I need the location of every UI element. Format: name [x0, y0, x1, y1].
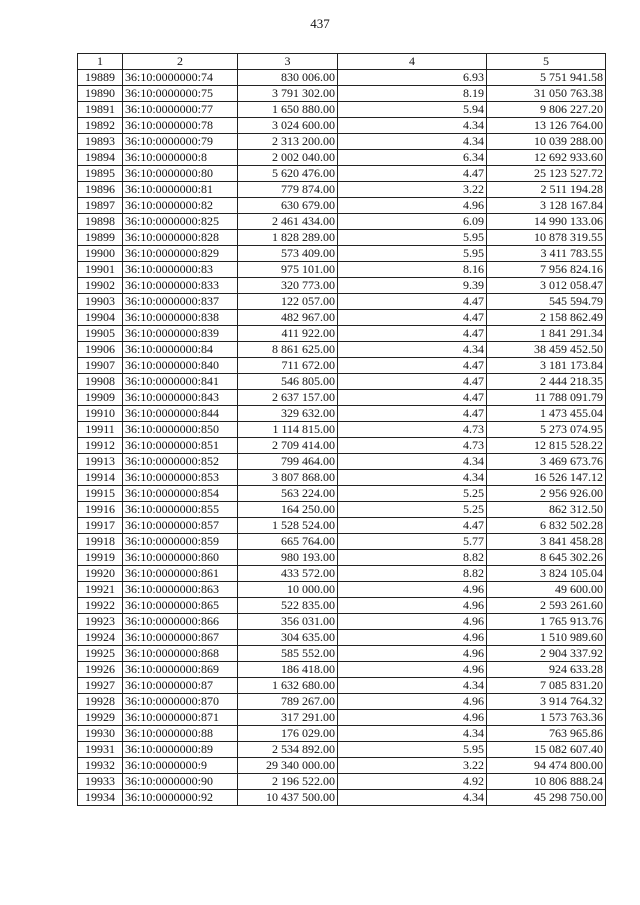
cadastral-number-cell: 36:10:0000000:90	[123, 774, 238, 790]
value-cell: 317 291.00	[238, 710, 338, 726]
table-row	[78, 710, 606, 726]
cadastral-number-cell: 36:10:0000000:833	[123, 278, 238, 294]
value-cell: 482 967.00	[238, 310, 338, 326]
table-row	[78, 262, 606, 278]
row-number-cell: 19932	[78, 758, 123, 774]
value-cell: 10 000.00	[238, 582, 338, 598]
rate-cell: 4.34	[338, 342, 487, 358]
table-row	[78, 534, 606, 550]
table-row	[78, 214, 606, 230]
rate-cell: 4.34	[338, 470, 487, 486]
row-number-cell: 19914	[78, 470, 123, 486]
table-row	[78, 566, 606, 582]
cadastral-number-cell: 36:10:0000000:844	[123, 406, 238, 422]
cadastral-number-cell: 36:10:0000000:829	[123, 246, 238, 262]
row-number-cell: 19924	[78, 630, 123, 646]
cadastral-number-cell: 36:10:0000000:87	[123, 678, 238, 694]
amount-cell: 12 815 528.22	[487, 438, 606, 454]
amount-cell: 3 012 058.47	[487, 278, 606, 294]
column-header-1: 1	[78, 54, 123, 70]
row-number-cell: 19920	[78, 566, 123, 582]
data-table	[77, 53, 606, 806]
table-row	[78, 358, 606, 374]
value-cell: 2 637 157.00	[238, 390, 338, 406]
table-row	[78, 582, 606, 598]
value-cell: 546 805.00	[238, 374, 338, 390]
value-cell: 186 418.00	[238, 662, 338, 678]
cadastral-number-cell: 36:10:0000000:74	[123, 70, 238, 86]
row-number-cell: 19912	[78, 438, 123, 454]
cadastral-number-cell: 36:10:0000000:861	[123, 566, 238, 582]
rate-cell: 4.47	[338, 294, 487, 310]
amount-cell: 3 181 173.84	[487, 358, 606, 374]
amount-cell: 14 990 133.06	[487, 214, 606, 230]
value-cell: 1 632 680.00	[238, 678, 338, 694]
table-row	[78, 342, 606, 358]
rate-cell: 4.34	[338, 726, 487, 742]
rate-cell: 4.92	[338, 774, 487, 790]
cadastral-number-cell: 36:10:0000000:853	[123, 470, 238, 486]
row-number-cell: 19909	[78, 390, 123, 406]
rate-cell: 4.34	[338, 134, 487, 150]
rate-cell: 4.34	[338, 454, 487, 470]
rate-cell: 4.96	[338, 630, 487, 646]
row-number-cell: 19933	[78, 774, 123, 790]
table-row	[78, 166, 606, 182]
row-number-cell: 19907	[78, 358, 123, 374]
table-row	[78, 550, 606, 566]
table-row	[78, 390, 606, 406]
row-number-cell: 19921	[78, 582, 123, 598]
table-row	[78, 182, 606, 198]
cadastral-number-cell: 36:10:0000000:75	[123, 86, 238, 102]
value-cell: 830 006.00	[238, 70, 338, 86]
rate-cell: 4.73	[338, 438, 487, 454]
value-cell: 1 828 289.00	[238, 230, 338, 246]
amount-cell: 3 841 458.28	[487, 534, 606, 550]
row-number-cell: 19927	[78, 678, 123, 694]
value-cell: 329 632.00	[238, 406, 338, 422]
cadastral-number-cell: 36:10:0000000:860	[123, 550, 238, 566]
rate-cell: 4.34	[338, 678, 487, 694]
row-number-cell: 19892	[78, 118, 123, 134]
row-number-cell: 19928	[78, 694, 123, 710]
cadastral-number-cell: 36:10:0000000:89	[123, 742, 238, 758]
row-number-cell: 19930	[78, 726, 123, 742]
table-row	[78, 502, 606, 518]
row-number-cell: 19913	[78, 454, 123, 470]
row-number-cell: 19891	[78, 102, 123, 118]
amount-cell: 862 312.50	[487, 502, 606, 518]
row-number-cell: 19923	[78, 614, 123, 630]
amount-cell: 3 914 764.32	[487, 694, 606, 710]
amount-cell: 1 841 291.34	[487, 326, 606, 342]
value-cell: 3 024 600.00	[238, 118, 338, 134]
amount-cell: 2 956 926.00	[487, 486, 606, 502]
amount-cell: 94 474 800.00	[487, 758, 606, 774]
value-cell: 164 250.00	[238, 502, 338, 518]
value-cell: 585 552.00	[238, 646, 338, 662]
table-row	[78, 598, 606, 614]
value-cell: 8 861 625.00	[238, 342, 338, 358]
amount-cell: 1 573 763.36	[487, 710, 606, 726]
value-cell: 356 031.00	[238, 614, 338, 630]
row-number-cell: 19926	[78, 662, 123, 678]
amount-cell: 545 594.79	[487, 294, 606, 310]
row-number-cell: 19910	[78, 406, 123, 422]
amount-cell: 3 469 673.76	[487, 454, 606, 470]
row-number-cell: 19934	[78, 790, 123, 806]
rate-cell: 4.96	[338, 646, 487, 662]
table-row	[78, 454, 606, 470]
value-cell: 2 534 892.00	[238, 742, 338, 758]
amount-cell: 7 956 824.16	[487, 262, 606, 278]
row-number-cell: 19917	[78, 518, 123, 534]
row-number-cell: 19896	[78, 182, 123, 198]
cadastral-number-cell: 36:10:0000000:78	[123, 118, 238, 134]
amount-cell: 38 459 452.50	[487, 342, 606, 358]
row-number-cell: 19916	[78, 502, 123, 518]
rate-cell: 4.47	[338, 310, 487, 326]
value-cell: 789 267.00	[238, 694, 338, 710]
table-row	[78, 150, 606, 166]
amount-cell: 16 526 147.12	[487, 470, 606, 486]
value-cell: 304 635.00	[238, 630, 338, 646]
row-number-cell: 19904	[78, 310, 123, 326]
amount-cell: 11 788 091.79	[487, 390, 606, 406]
rate-cell: 9.39	[338, 278, 487, 294]
table-row	[78, 70, 606, 86]
value-cell: 411 922.00	[238, 326, 338, 342]
rate-cell: 4.96	[338, 582, 487, 598]
amount-cell: 45 298 750.00	[487, 790, 606, 806]
cadastral-number-cell: 36:10:0000000:859	[123, 534, 238, 550]
cadastral-number-cell: 36:10:0000000:82	[123, 198, 238, 214]
table-row	[78, 406, 606, 422]
cadastral-number-cell: 36:10:0000000:865	[123, 598, 238, 614]
table-row	[78, 422, 606, 438]
cadastral-number-cell: 36:10:0000000:81	[123, 182, 238, 198]
amount-cell: 924 633.28	[487, 662, 606, 678]
amount-cell: 1 473 455.04	[487, 406, 606, 422]
cadastral-number-cell: 36:10:0000000:79	[123, 134, 238, 150]
value-cell: 980 193.00	[238, 550, 338, 566]
row-number-cell: 19922	[78, 598, 123, 614]
row-number-cell: 19929	[78, 710, 123, 726]
value-cell: 433 572.00	[238, 566, 338, 582]
row-number-cell: 19908	[78, 374, 123, 390]
row-number-cell: 19890	[78, 86, 123, 102]
rate-cell: 4.47	[338, 390, 487, 406]
value-cell: 10 437 500.00	[238, 790, 338, 806]
amount-cell: 10 878 319.55	[487, 230, 606, 246]
table-row	[78, 646, 606, 662]
table-row	[78, 774, 606, 790]
cadastral-number-cell: 36:10:0000000:837	[123, 294, 238, 310]
cadastral-number-cell: 36:10:0000000:852	[123, 454, 238, 470]
value-cell: 122 057.00	[238, 294, 338, 310]
row-number-cell: 19918	[78, 534, 123, 550]
row-number-cell: 19906	[78, 342, 123, 358]
table-row	[78, 374, 606, 390]
amount-cell: 2 511 194.28	[487, 182, 606, 198]
table-header-row	[78, 54, 606, 70]
cadastral-number-cell: 36:10:0000000:8	[123, 150, 238, 166]
value-cell: 1 528 524.00	[238, 518, 338, 534]
rate-cell: 4.47	[338, 374, 487, 390]
row-number-cell: 19931	[78, 742, 123, 758]
rate-cell: 3.22	[338, 758, 487, 774]
rate-cell: 5.95	[338, 230, 487, 246]
rate-cell: 4.96	[338, 694, 487, 710]
rate-cell: 5.25	[338, 486, 487, 502]
table-row	[78, 726, 606, 742]
cadastral-number-cell: 36:10:0000000:838	[123, 310, 238, 326]
cadastral-number-cell: 36:10:0000000:84	[123, 342, 238, 358]
table-row	[78, 86, 606, 102]
value-cell: 3 791 302.00	[238, 86, 338, 102]
rate-cell: 4.96	[338, 710, 487, 726]
row-number-cell: 19897	[78, 198, 123, 214]
row-number-cell: 19899	[78, 230, 123, 246]
table-row	[78, 294, 606, 310]
table-row	[78, 518, 606, 534]
row-number-cell: 19900	[78, 246, 123, 262]
rate-cell: 5.25	[338, 502, 487, 518]
value-cell: 522 835.00	[238, 598, 338, 614]
value-cell: 2 313 200.00	[238, 134, 338, 150]
cadastral-number-cell: 36:10:0000000:828	[123, 230, 238, 246]
rate-cell: 5.95	[338, 246, 487, 262]
table-row	[78, 742, 606, 758]
cadastral-number-cell: 36:10:0000000:854	[123, 486, 238, 502]
rate-cell: 4.34	[338, 790, 487, 806]
amount-cell: 13 126 764.00	[487, 118, 606, 134]
value-cell: 563 224.00	[238, 486, 338, 502]
row-number-cell: 19905	[78, 326, 123, 342]
value-cell: 779 874.00	[238, 182, 338, 198]
value-cell: 799 464.00	[238, 454, 338, 470]
amount-cell: 7 085 831.20	[487, 678, 606, 694]
cadastral-number-cell: 36:10:0000000:870	[123, 694, 238, 710]
amount-cell: 25 123 527.72	[487, 166, 606, 182]
value-cell: 176 029.00	[238, 726, 338, 742]
cadastral-number-cell: 36:10:0000000:840	[123, 358, 238, 374]
table-row	[78, 326, 606, 342]
rate-cell: 6.93	[338, 70, 487, 86]
rate-cell: 4.96	[338, 662, 487, 678]
rate-cell: 3.22	[338, 182, 487, 198]
table-row	[78, 438, 606, 454]
rate-cell: 4.73	[338, 422, 487, 438]
row-number-cell: 19901	[78, 262, 123, 278]
cadastral-number-cell: 36:10:0000000:857	[123, 518, 238, 534]
rate-cell: 8.19	[338, 86, 487, 102]
cadastral-number-cell: 36:10:0000000:866	[123, 614, 238, 630]
rate-cell: 4.47	[338, 406, 487, 422]
rate-cell: 4.96	[338, 614, 487, 630]
table-row	[78, 614, 606, 630]
row-number-cell: 19895	[78, 166, 123, 182]
cadastral-number-cell: 36:10:0000000:871	[123, 710, 238, 726]
cadastral-number-cell: 36:10:0000000:867	[123, 630, 238, 646]
table-row	[78, 758, 606, 774]
amount-cell: 2 158 862.49	[487, 310, 606, 326]
column-header-2: 2	[123, 54, 238, 70]
column-header-3: 3	[238, 54, 338, 70]
value-cell: 975 101.00	[238, 262, 338, 278]
rate-cell: 5.94	[338, 102, 487, 118]
amount-cell: 1 765 913.76	[487, 614, 606, 630]
amount-cell: 10 806 888.24	[487, 774, 606, 790]
table-row	[78, 230, 606, 246]
cadastral-number-cell: 36:10:0000000:92	[123, 790, 238, 806]
value-cell: 630 679.00	[238, 198, 338, 214]
cadastral-number-cell: 36:10:0000000:855	[123, 502, 238, 518]
table-row	[78, 278, 606, 294]
amount-cell: 3 411 783.55	[487, 246, 606, 262]
row-number-cell: 19894	[78, 150, 123, 166]
table-row	[78, 486, 606, 502]
rate-cell: 6.34	[338, 150, 487, 166]
amount-cell: 3 128 167.84	[487, 198, 606, 214]
rate-cell: 4.96	[338, 598, 487, 614]
value-cell: 2 002 040.00	[238, 150, 338, 166]
amount-cell: 12 692 933.60	[487, 150, 606, 166]
rate-cell: 4.47	[338, 358, 487, 374]
value-cell: 1 114 815.00	[238, 422, 338, 438]
table-row	[78, 678, 606, 694]
row-number-cell: 19889	[78, 70, 123, 86]
amount-cell: 6 832 502.28	[487, 518, 606, 534]
row-number-cell: 19925	[78, 646, 123, 662]
value-cell: 5 620 476.00	[238, 166, 338, 182]
amount-cell: 1 510 989.60	[487, 630, 606, 646]
value-cell: 3 807 868.00	[238, 470, 338, 486]
table-row	[78, 134, 606, 150]
row-number-cell: 19911	[78, 422, 123, 438]
row-number-cell: 19919	[78, 550, 123, 566]
amount-cell: 763 965.86	[487, 726, 606, 742]
cadastral-number-cell: 36:10:0000000:863	[123, 582, 238, 598]
value-cell: 2 196 522.00	[238, 774, 338, 790]
value-cell: 665 764.00	[238, 534, 338, 550]
value-cell: 2 709 414.00	[238, 438, 338, 454]
value-cell: 320 773.00	[238, 278, 338, 294]
value-cell: 1 650 880.00	[238, 102, 338, 118]
amount-cell: 15 082 607.40	[487, 742, 606, 758]
cadastral-number-cell: 36:10:0000000:839	[123, 326, 238, 342]
value-cell: 711 672.00	[238, 358, 338, 374]
amount-cell: 2 444 218.35	[487, 374, 606, 390]
amount-cell: 10 039 288.00	[487, 134, 606, 150]
table-row	[78, 790, 606, 806]
amount-cell: 5 273 074.95	[487, 422, 606, 438]
amount-cell: 9 806 227.20	[487, 102, 606, 118]
rate-cell: 8.82	[338, 550, 487, 566]
row-number-cell: 19902	[78, 278, 123, 294]
table-body	[78, 70, 606, 806]
row-number-cell: 19903	[78, 294, 123, 310]
rate-cell: 4.47	[338, 166, 487, 182]
cadastral-number-cell: 36:10:0000000:868	[123, 646, 238, 662]
cadastral-number-cell: 36:10:0000000:850	[123, 422, 238, 438]
cadastral-number-cell: 36:10:0000000:80	[123, 166, 238, 182]
rate-cell: 8.82	[338, 566, 487, 582]
value-cell: 29 340 000.00	[238, 758, 338, 774]
cadastral-number-cell: 36:10:0000000:9	[123, 758, 238, 774]
amount-cell: 5 751 941.58	[487, 70, 606, 86]
page-number: 437	[310, 16, 330, 31]
table-row	[78, 630, 606, 646]
amount-cell: 3 824 105.04	[487, 566, 606, 582]
cadastral-number-cell: 36:10:0000000:83	[123, 262, 238, 278]
amount-cell: 31 050 763.38	[487, 86, 606, 102]
table-row	[78, 118, 606, 134]
rate-cell: 6.09	[338, 214, 487, 230]
cadastral-number-cell: 36:10:0000000:88	[123, 726, 238, 742]
amount-cell: 2 593 261.60	[487, 598, 606, 614]
cadastral-number-cell: 36:10:0000000:825	[123, 214, 238, 230]
amount-cell: 2 904 337.92	[487, 646, 606, 662]
cadastral-number-cell: 36:10:0000000:869	[123, 662, 238, 678]
table-row	[78, 246, 606, 262]
table-row	[78, 662, 606, 678]
rate-cell: 8.16	[338, 262, 487, 278]
value-cell: 573 409.00	[238, 246, 338, 262]
cadastral-number-cell: 36:10:0000000:851	[123, 438, 238, 454]
column-header-4: 4	[338, 54, 487, 70]
value-cell: 2 461 434.00	[238, 214, 338, 230]
amount-cell: 49 600.00	[487, 582, 606, 598]
cadastral-number-cell: 36:10:0000000:843	[123, 390, 238, 406]
table-row	[78, 694, 606, 710]
row-number-cell: 19893	[78, 134, 123, 150]
rate-cell: 4.96	[338, 198, 487, 214]
rate-cell: 4.34	[338, 118, 487, 134]
table-row	[78, 102, 606, 118]
rate-cell: 5.95	[338, 742, 487, 758]
rate-cell: 4.47	[338, 326, 487, 342]
rate-cell: 5.77	[338, 534, 487, 550]
table-row	[78, 470, 606, 486]
column-header-5: 5	[487, 54, 606, 70]
table-row	[78, 198, 606, 214]
rate-cell: 4.47	[338, 518, 487, 534]
amount-cell: 8 645 302.26	[487, 550, 606, 566]
row-number-cell: 19898	[78, 214, 123, 230]
cadastral-number-cell: 36:10:0000000:841	[123, 374, 238, 390]
row-number-cell: 19915	[78, 486, 123, 502]
table-row	[78, 310, 606, 326]
cadastral-number-cell: 36:10:0000000:77	[123, 102, 238, 118]
